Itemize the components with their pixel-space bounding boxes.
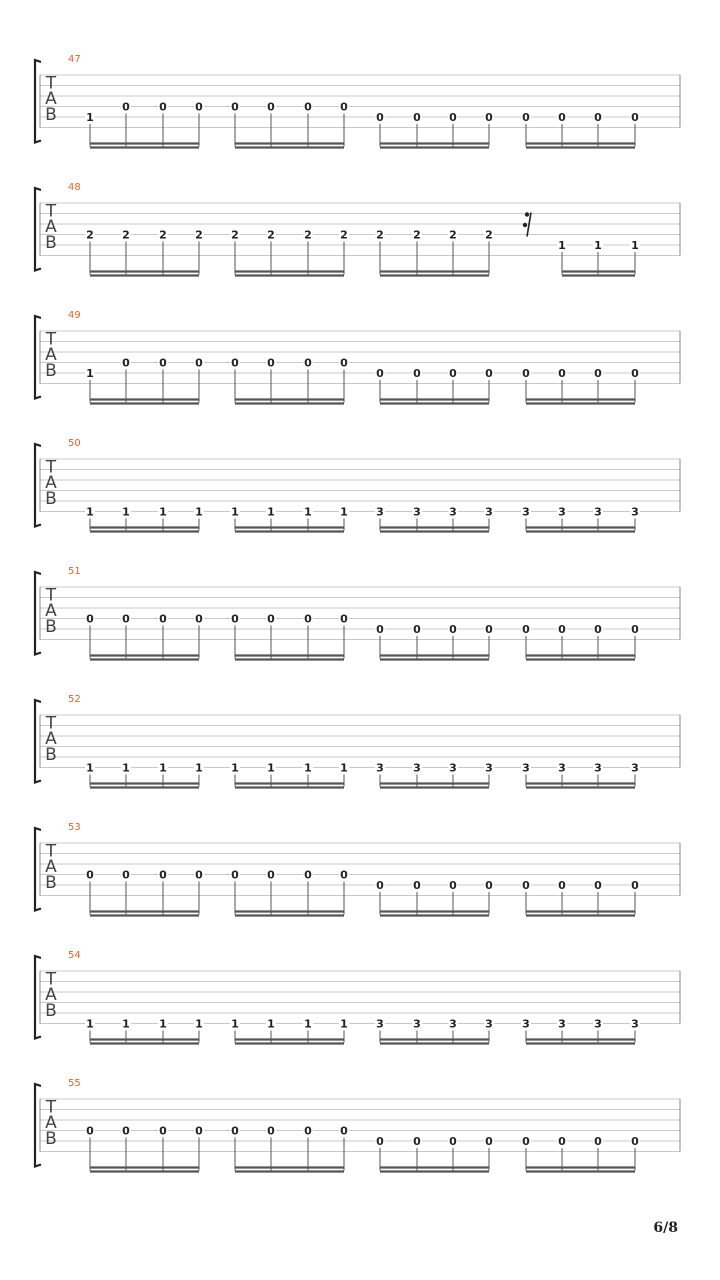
fret-number: 1 <box>86 367 94 380</box>
fret-number: 1 <box>86 1017 94 1031</box>
fret-number: 0 <box>485 367 493 380</box>
fret-number: 0 <box>122 868 130 882</box>
fret-number: 0 <box>376 879 384 892</box>
fret-number: 3 <box>449 505 457 519</box>
tab-clef-letter: A <box>45 345 57 365</box>
fret-number: 1 <box>86 761 94 775</box>
fret-number: 3 <box>413 761 421 775</box>
fret-number: 0 <box>195 100 203 114</box>
measure-number: 49 <box>68 310 81 321</box>
fret-number: 3 <box>376 505 384 519</box>
tab-clef-letter: B <box>45 233 57 253</box>
fret-number: 1 <box>195 761 203 775</box>
tab-clef-letter: A <box>45 985 57 1005</box>
fret-number: 3 <box>449 1017 457 1031</box>
fret-number: 0 <box>122 612 130 626</box>
fret-number: 0 <box>413 367 421 380</box>
fret-number: 0 <box>231 868 239 882</box>
tab-clef-letter: B <box>45 361 57 381</box>
fret-number: 3 <box>594 505 602 519</box>
measure-number: 54 <box>68 950 81 961</box>
fret-number: 3 <box>413 505 421 519</box>
fret-number: 0 <box>231 100 239 114</box>
fret-number: 2 <box>340 228 348 242</box>
sixteenth-rest-dot <box>525 212 529 216</box>
fret-number: 0 <box>267 356 275 370</box>
tab-clef-letter: T <box>45 329 57 350</box>
measure-number: 50 <box>68 438 81 449</box>
tab-clef-letter: A <box>45 89 57 109</box>
measure-number: 48 <box>68 182 81 193</box>
fret-number: 0 <box>304 612 312 626</box>
fret-number: 0 <box>267 868 275 882</box>
fret-number: 0 <box>159 356 167 370</box>
fret-number: 0 <box>376 623 384 636</box>
fret-number: 3 <box>558 1017 566 1031</box>
tab-clef-letter: A <box>45 217 57 237</box>
fret-number: 1 <box>231 761 239 775</box>
fret-number: 0 <box>558 879 566 892</box>
tab-clef-letter: A <box>45 857 57 877</box>
fret-number: 0 <box>413 1135 421 1148</box>
fret-number: 0 <box>449 879 457 892</box>
fret-number: 0 <box>159 100 167 114</box>
fret-number: 0 <box>267 100 275 114</box>
fret-number: 3 <box>413 1017 421 1031</box>
tab-clef-letter: B <box>45 489 57 509</box>
tab-clef-letter: T <box>45 969 57 990</box>
fret-number: 0 <box>231 356 239 370</box>
fret-number: 1 <box>304 1017 312 1031</box>
fret-number: 0 <box>594 111 602 124</box>
fret-number: 1 <box>304 761 312 775</box>
fret-number: 0 <box>304 868 312 882</box>
fret-number: 0 <box>594 367 602 380</box>
fret-number: 2 <box>485 228 493 242</box>
fret-number: 0 <box>485 879 493 892</box>
fret-number: 0 <box>304 356 312 370</box>
tab-clef-letter: A <box>45 1113 57 1133</box>
fret-number: 3 <box>631 505 639 519</box>
fret-number: 0 <box>195 612 203 626</box>
fret-number: 3 <box>449 761 457 775</box>
fret-number: 3 <box>631 761 639 775</box>
fret-number: 2 <box>267 228 275 242</box>
fret-number: 3 <box>485 761 493 775</box>
fret-number: 1 <box>122 505 130 519</box>
fret-number: 0 <box>231 1124 239 1138</box>
measure-number: 52 <box>68 694 81 705</box>
fret-number: 0 <box>522 879 530 892</box>
fret-number: 2 <box>86 228 94 242</box>
fret-number: 0 <box>340 100 348 114</box>
fret-number: 1 <box>195 505 203 519</box>
fret-number: 0 <box>122 100 130 114</box>
fret-number: 0 <box>631 1135 639 1148</box>
fret-number: 0 <box>376 367 384 380</box>
fret-number: 1 <box>558 239 566 252</box>
fret-number: 0 <box>376 1135 384 1148</box>
fret-number: 0 <box>449 367 457 380</box>
tab-clef-letter: B <box>45 105 57 125</box>
fret-number: 0 <box>449 623 457 636</box>
measure-number: 47 <box>68 54 81 65</box>
fret-number: 0 <box>267 1124 275 1138</box>
fret-number: 3 <box>485 505 493 519</box>
fret-number: 3 <box>558 761 566 775</box>
fret-number: 1 <box>267 761 275 775</box>
page-number: 6/8 <box>653 1220 678 1236</box>
fret-number: 0 <box>159 1124 167 1138</box>
tab-clef-letter: T <box>45 1097 57 1118</box>
fret-number: 0 <box>631 879 639 892</box>
fret-number: 0 <box>594 879 602 892</box>
fret-number: 3 <box>522 505 530 519</box>
fret-number: 1 <box>159 761 167 775</box>
fret-number: 0 <box>122 1124 130 1138</box>
fret-number: 1 <box>267 505 275 519</box>
fret-number: 3 <box>522 1017 530 1031</box>
fret-number: 2 <box>122 228 130 242</box>
fret-number: 0 <box>485 623 493 636</box>
fret-number: 0 <box>195 356 203 370</box>
fret-number: 1 <box>159 505 167 519</box>
fret-number: 2 <box>231 228 239 242</box>
fret-number: 0 <box>594 1135 602 1148</box>
fret-number: 0 <box>267 612 275 626</box>
sixteenth-rest-dot <box>523 223 527 227</box>
fret-number: 0 <box>195 868 203 882</box>
fret-number: 1 <box>267 1017 275 1031</box>
tab-clef-letter: T <box>45 585 57 606</box>
fret-number: 1 <box>86 505 94 519</box>
fret-number: 2 <box>413 228 421 242</box>
fret-number: 3 <box>558 505 566 519</box>
fret-number: 0 <box>631 111 639 124</box>
fret-number: 2 <box>195 228 203 242</box>
tab-clef-letter: T <box>45 457 57 478</box>
fret-number: 3 <box>594 1017 602 1031</box>
fret-number: 0 <box>558 367 566 380</box>
tab-clef-letter: B <box>45 745 57 765</box>
tab-clef-letter: B <box>45 873 57 893</box>
fret-number: 1 <box>594 239 602 252</box>
tab-clef-letter: B <box>45 1001 57 1021</box>
tab-clef-letter: A <box>45 601 57 621</box>
measure-number: 55 <box>68 1078 81 1089</box>
fret-number: 2 <box>376 228 384 242</box>
fret-number: 0 <box>413 111 421 124</box>
tab-clef-letter: A <box>45 473 57 493</box>
fret-number: 0 <box>195 1124 203 1138</box>
tab-clef-letter: A <box>45 729 57 749</box>
fret-number: 1 <box>340 505 348 519</box>
fret-number: 0 <box>558 111 566 124</box>
fret-number: 0 <box>122 356 130 370</box>
fret-number: 0 <box>231 612 239 626</box>
fret-number: 3 <box>485 1017 493 1031</box>
fret-number: 1 <box>122 1017 130 1031</box>
fret-number: 1 <box>231 505 239 519</box>
fret-number: 1 <box>231 1017 239 1031</box>
fret-number: 3 <box>376 761 384 775</box>
tab-clef-letter: T <box>45 201 57 222</box>
fret-number: 0 <box>522 1135 530 1148</box>
fret-number: 0 <box>304 100 312 114</box>
fret-number: 0 <box>304 1124 312 1138</box>
fret-number: 0 <box>449 1135 457 1148</box>
fret-number: 1 <box>86 111 94 124</box>
fret-number: 3 <box>522 761 530 775</box>
fret-number: 1 <box>340 761 348 775</box>
measure-number: 51 <box>68 566 81 577</box>
tab-clef-letter: B <box>45 1129 57 1149</box>
fret-number: 0 <box>631 367 639 380</box>
fret-number: 3 <box>631 1017 639 1031</box>
fret-number: 0 <box>86 1124 94 1138</box>
fret-number: 0 <box>522 623 530 636</box>
fret-number: 0 <box>159 612 167 626</box>
fret-number: 0 <box>413 623 421 636</box>
fret-number: 0 <box>86 868 94 882</box>
fret-number: 1 <box>631 239 639 252</box>
fret-number: 3 <box>594 761 602 775</box>
fret-number: 1 <box>304 505 312 519</box>
fret-number: 0 <box>340 612 348 626</box>
fret-number: 0 <box>485 111 493 124</box>
fret-number: 1 <box>195 1017 203 1031</box>
fret-number: 2 <box>304 228 312 242</box>
fret-number: 0 <box>340 868 348 882</box>
fret-number: 1 <box>122 761 130 775</box>
fret-number: 0 <box>340 356 348 370</box>
tab-clef-letter: T <box>45 713 57 734</box>
fret-number: 0 <box>594 623 602 636</box>
fret-number: 0 <box>558 1135 566 1148</box>
fret-number: 0 <box>522 367 530 380</box>
fret-number: 0 <box>340 1124 348 1138</box>
measure-number: 53 <box>68 822 81 833</box>
fret-number: 1 <box>159 1017 167 1031</box>
fret-number: 0 <box>631 623 639 636</box>
fret-number: 2 <box>159 228 167 242</box>
fret-number: 0 <box>449 111 457 124</box>
fret-number: 0 <box>159 868 167 882</box>
fret-number: 1 <box>340 1017 348 1031</box>
tab-clef-letter: B <box>45 617 57 637</box>
fret-number: 0 <box>522 111 530 124</box>
fret-number: 0 <box>413 879 421 892</box>
fret-number: 3 <box>376 1017 384 1031</box>
tab-clef-letter: T <box>45 73 57 94</box>
fret-number: 0 <box>558 623 566 636</box>
fret-number: 0 <box>376 111 384 124</box>
fret-number: 0 <box>485 1135 493 1148</box>
tab-clef-letter: T <box>45 841 57 862</box>
fret-number: 2 <box>449 228 457 242</box>
fret-number: 0 <box>86 612 94 626</box>
